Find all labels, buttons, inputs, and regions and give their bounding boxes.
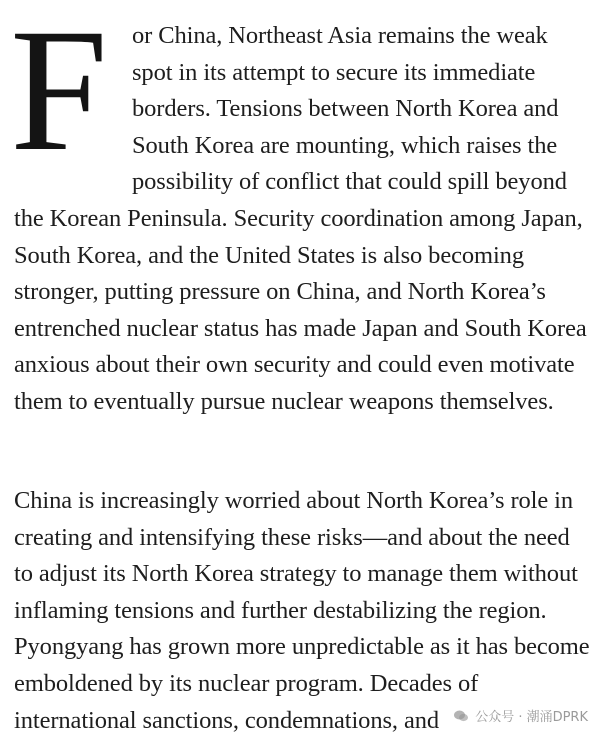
- article-paragraph-2: China is increasingly worried about North Korea’s role in creating and intensifying these risks—and about the need to adjust its North Korea strategy to manage them without inflaming tensions and further destabilizing the region. Pyongyang has grown more unpredictable as it has become emboldened by its nuclear program. Decades of international sanctions, condemnations, and: [14, 487, 590, 734]
- drop-cap: F: [10, 0, 108, 188]
- watermark-text: 公众号 · 潮涌DPRK: [475, 710, 588, 725]
- paragraph-1-text: or China, Northeast Asia remains the weak spot in its attempt to secure its immediate borders. Tensions between North Korea and South Korea are mounting, which raises the possibility of conflict that could spill beyond the Korean Peninsula. Security coordination among Japan, South Korea, and the United States is also becoming stronger, putting pressure on China, and North Korea’s entrenched nuclear status has made Japan and South Korea anxious about their own security and could even motivate them to eventually pursue nuclear weapons themselves.: [14, 22, 587, 415]
- article-paragraph-1: [10, 0, 594, 421]
